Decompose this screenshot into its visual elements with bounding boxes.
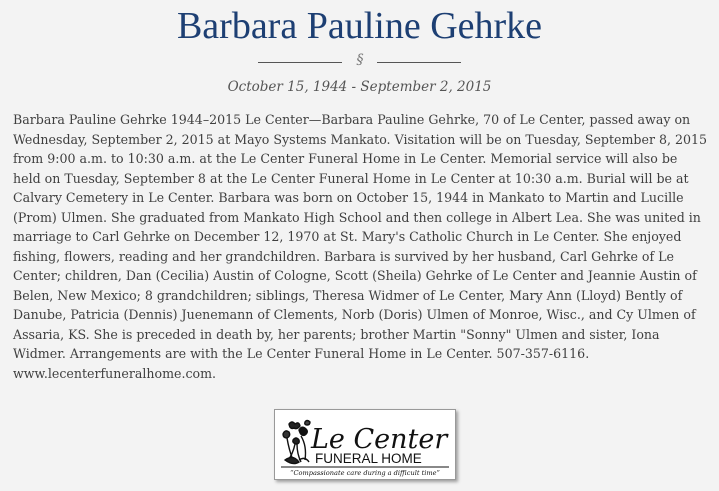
logo-brand: Le Center <box>311 424 448 455</box>
ornamental-divider <box>0 54 719 70</box>
life-dates: October 15, 1944 - September 2, 2015 <box>227 79 492 95</box>
section-glyph: § <box>356 52 364 68</box>
logo-subtitle: FUNERAL HOME <box>315 451 422 466</box>
funeral-home-logo[interactable] <box>274 409 456 480</box>
obituary-text: Barbara Pauline Gehrke 1944–2015 Le Center—Barbara Pauline Gehrke, 70 of Le Center, passed away on Wednesday, September 2, 2015 at Mayo Systems Mankato. Visitation will be on Tuesday, September 8, 2015 from 9:00 a.m. to 10:30 a.m. at the Le Center Funeral Home in Le Center. Memorial service will also be held on Tuesday, September 8 at the Le Center Funeral Home in Le Center at 10:30 a.m. Burial will be at Calvary Cemetery in Le Center. Barbara was born on October 15, 1944 in Mankato to Martin and Lucille (Prom) Ulmen. She graduated from Mankato High School and then college in Albert Lea. She was united in marriage to Carl Gehrke on December 12, 1970 at St. Mary's Catholic Church in Le Center. She enjoyed fishing, flowers, reading and her grandchildren. Barbara is survived by her husband, Carl Gehrke of Le Center; children, Dan (Cecilia) Austin of Cologne, Scott (Sheila) Gehrke of Le Center and Jeannie Austin of Belen, New Mexico; 8 grandchildren; siblings, Theresa Widmer of Le Center, Mary Ann (Lloyd) Bently of Danube, Patricia (Dennis) Juenemann of Clements, Norb (Doris) Ulmen of Monroe, Wisc., and Cy Ulmen of Assaria, KS. She is preceded in death by, her parents; brother Martin "Sonny" Ulmen and sister, Iona Widmer. Arrangements are with the Le Center Funeral Home in Le Center. 507-357-6116. www.lecenterfuneralhome.com. <box>13 112 708 381</box>
divider-line-right <box>377 62 461 63</box>
logo-graphic <box>275 410 455 479</box>
flower-icon <box>283 421 310 464</box>
obituary-name: Barbara Pauline Gehrke <box>176 5 543 47</box>
logo-tagline: “Compassionate care during a difficult time” <box>290 469 440 477</box>
divider-line-left <box>258 62 342 63</box>
